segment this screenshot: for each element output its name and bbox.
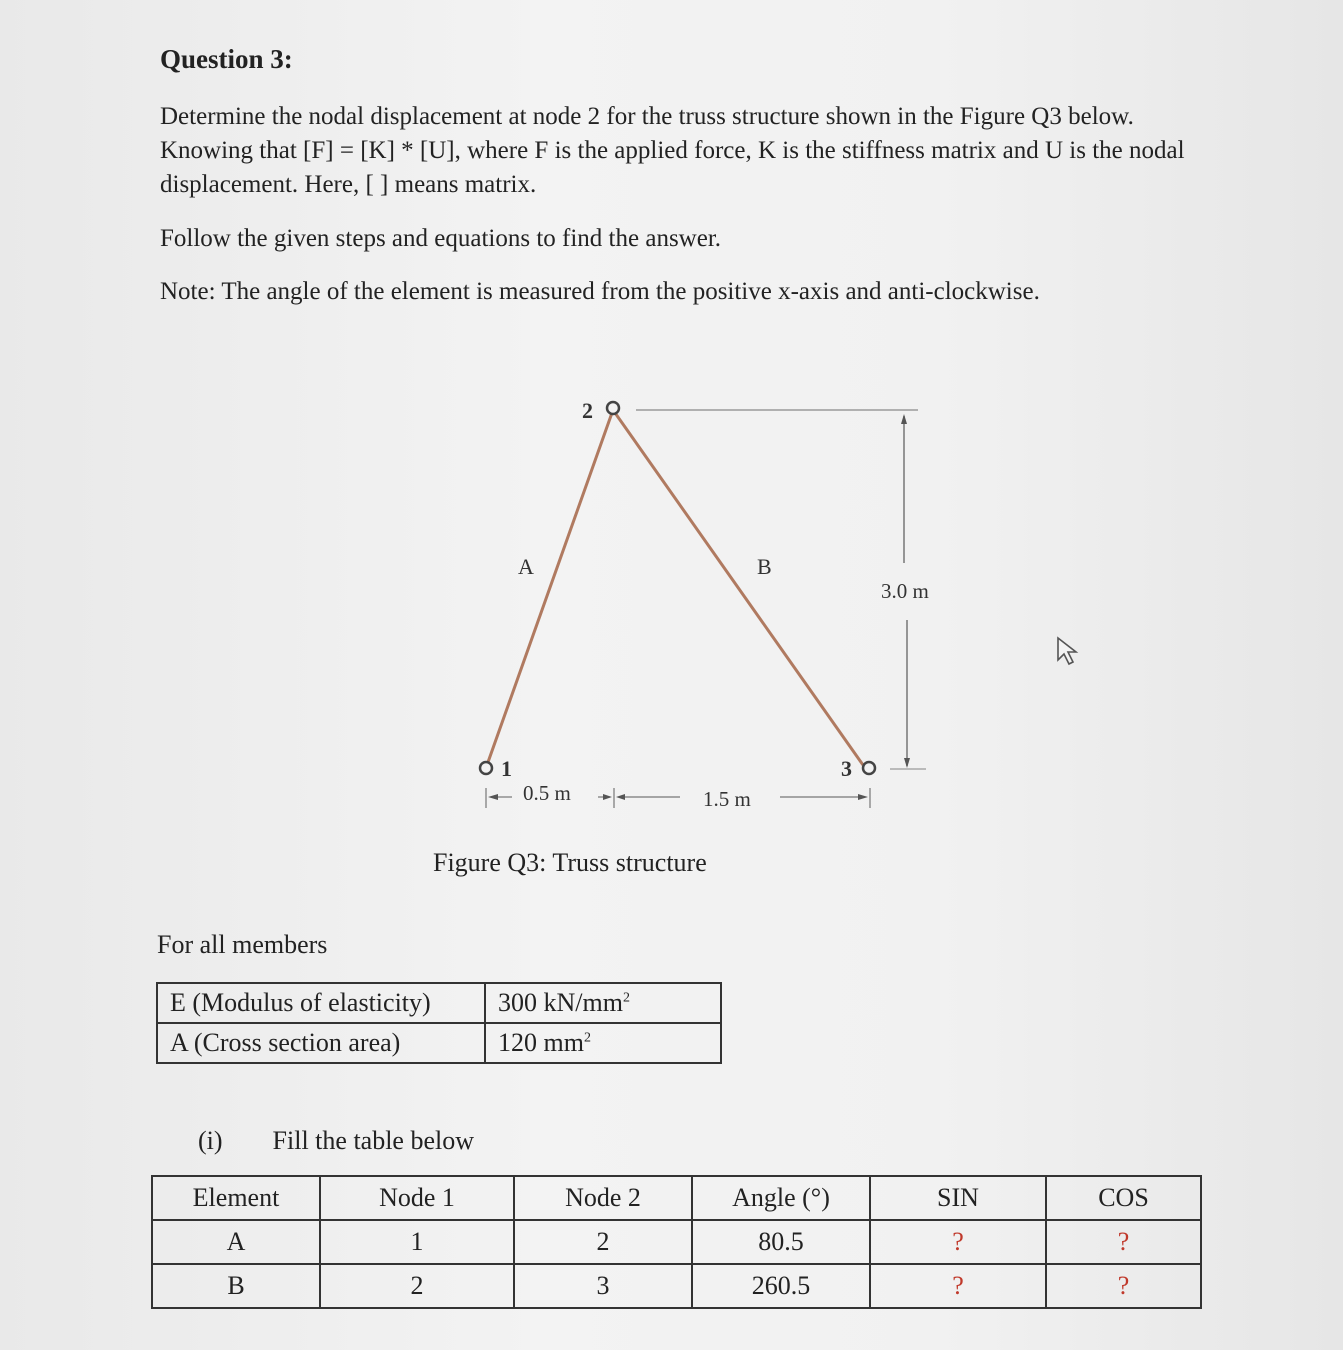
fill-table-instruction bbox=[198, 1126, 474, 1156]
member-b-label: B bbox=[757, 554, 772, 579]
node-1-label: 1 bbox=[501, 756, 512, 781]
cell-node-2: 3 bbox=[514, 1264, 692, 1308]
properties-table bbox=[156, 982, 722, 1064]
roman-numeral: (i) bbox=[198, 1126, 223, 1155]
element-table-header bbox=[152, 1176, 1201, 1220]
dim-arrow-right-icon bbox=[858, 794, 868, 800]
properties-row-e bbox=[157, 983, 721, 1023]
cell-node-1: 1 bbox=[320, 1220, 514, 1264]
instruction-text: Fill the table below bbox=[272, 1126, 475, 1155]
dim-right-label: 1.5 m bbox=[703, 787, 751, 811]
property-value-exponent: 2 bbox=[622, 990, 630, 1006]
property-value-text: 300 kN/mm bbox=[498, 988, 623, 1017]
property-value-text: 120 mm bbox=[498, 1028, 584, 1057]
property-value bbox=[485, 983, 721, 1023]
cell-element: A bbox=[152, 1220, 320, 1264]
dim-left-label: 0.5 m bbox=[523, 781, 571, 805]
cell-sin: ? bbox=[870, 1220, 1046, 1264]
node-2-pin bbox=[607, 402, 619, 414]
dim-arrow-left-icon bbox=[488, 794, 498, 800]
property-value-exponent: 2 bbox=[583, 1030, 591, 1046]
property-value bbox=[485, 1023, 721, 1063]
header-node-1: Node 1 bbox=[320, 1176, 514, 1220]
properties-heading: For all members bbox=[157, 930, 328, 959]
member-a-label: A bbox=[518, 554, 534, 579]
cell-element: B bbox=[152, 1264, 320, 1308]
cell-sin: ? bbox=[870, 1264, 1046, 1308]
element-table bbox=[151, 1175, 1202, 1309]
property-label: E (Modulus of elasticity) bbox=[157, 983, 485, 1023]
height-arrow-down-icon bbox=[904, 758, 910, 768]
question-note: Note: The angle of the element is measured from the positive x-axis and anti-clockwise. bbox=[160, 278, 1040, 305]
cell-node-1: 2 bbox=[320, 1264, 514, 1308]
height-dimension-label: 3.0 m bbox=[881, 579, 929, 603]
member-b bbox=[613, 410, 863, 765]
header-angle: Angle (°) bbox=[692, 1176, 870, 1220]
cell-angle: 260.5 bbox=[692, 1264, 870, 1308]
header-element: Element bbox=[152, 1176, 320, 1220]
header-sin: SIN bbox=[870, 1176, 1046, 1220]
height-arrow-up-icon bbox=[901, 414, 907, 424]
table-row bbox=[152, 1264, 1201, 1308]
cell-cos: ? bbox=[1046, 1220, 1201, 1264]
property-label: A (Cross section area) bbox=[157, 1023, 485, 1063]
node-3-pin bbox=[863, 762, 875, 774]
node-1-pin bbox=[480, 762, 492, 774]
header-cos: COS bbox=[1046, 1176, 1201, 1220]
dim-arrow-mid-left-icon bbox=[616, 794, 625, 800]
node-2-label: 2 bbox=[582, 398, 593, 423]
member-a bbox=[487, 410, 613, 765]
header-node-2: Node 2 bbox=[514, 1176, 692, 1220]
node-3-label: 3 bbox=[841, 756, 852, 781]
table-row bbox=[152, 1220, 1201, 1264]
question-paragraph-1: Determine the nodal displacement at node 2 for the truss structure shown in the Figure Q3 below. Knowing that [F] = [K] * [U], where F is the applied force, K is the stiffness matrix and U is the nodal displacement. Here, [ ] means matrix. bbox=[160, 103, 1185, 198]
mouse-cursor-icon bbox=[1058, 638, 1076, 664]
cell-node-2: 2 bbox=[514, 1220, 692, 1264]
cell-angle: 80.5 bbox=[692, 1220, 870, 1264]
question-title: Question 3: bbox=[160, 44, 293, 74]
properties-row-a bbox=[157, 1023, 721, 1063]
figure-caption: Figure Q3: Truss structure bbox=[433, 848, 707, 877]
cell-cos: ? bbox=[1046, 1264, 1201, 1308]
dim-arrow-mid-right-icon bbox=[603, 794, 612, 800]
question-paragraph-2: Follow the given steps and equations to find the answer. bbox=[160, 225, 722, 252]
